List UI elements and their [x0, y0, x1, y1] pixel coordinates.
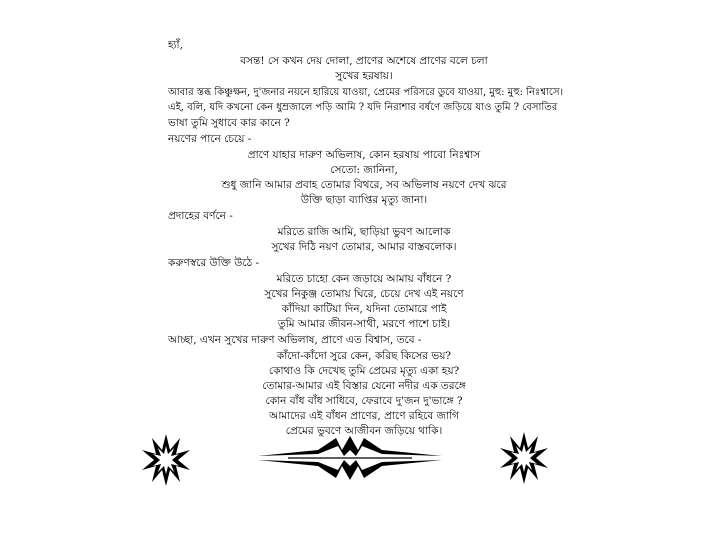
poem-line-12: প্রদাহের বর্ণনে - — [168, 210, 233, 222]
poem-line-16: মরিতে চাহো কেন জড়ায়ে আমায় বাঁধনে ? — [276, 273, 452, 285]
poem-line-19: তুমি আমার জীবন-সাথী, মরণে পাশে চাই। — [277, 318, 451, 330]
poem-line-26: প্রেমের ভুবণে আজীবন জড়িয়ে থাকি। — [285, 425, 443, 437]
poem-line-4: আবার স্তব্ধ কিঞ্চুক্ষন, দু'জনার নয়নে হারিয়ে যাওয়া, প্রেমের পরিসরে ডুবে যাওয়া, মুহু: মুহু: নিঃশ্বাসে। — [168, 87, 564, 98]
poem-line-15: করুণস্বরে উক্তি উঠে - — [168, 257, 260, 269]
poem-line-20: আচ্ছা, এখন সুখের দারুণ অভিলাষ, প্রাণে এত বিশ্বাস, তবে - — [168, 334, 422, 346]
poem-line-18: কাঁদিয়া কাটিয়া দিন, যদিনা তোমারে পাই — [281, 303, 447, 315]
poem-line-24: কোন বাঁধ বাঁধ সাধিবে, ফেরাবে দু'জন দু'ভাঙ্গে ? — [265, 395, 463, 407]
poem-line-8: প্রাণে যাহার দারুণ অভিলাষ, কোন হরষায় পাবো নিঃশ্বাস — [247, 149, 481, 161]
poem-line-14: সুখের দিঠি নয়ণ তোমার, আমার বাস্তবলোক। — [271, 241, 457, 253]
poem-line-3: সুখের হরষায়। — [335, 70, 393, 82]
poem-line-25: আমাদের এই বাঁধন প্রাণের, প্রাণে রহিবে জাগি — [269, 410, 459, 422]
poem-line-7: নয়ণের পানে চেয়ে - — [168, 133, 252, 145]
poem-line-9: সেতো: জানিনা, — [330, 164, 398, 176]
starburst-icon — [498, 430, 550, 486]
poem-line-2: বসন্ত! সে কখন দেয় দোলা, প্রাণের অশেষে প্রাণের বলে চলা — [240, 55, 488, 67]
poem-line-21: কাঁদো-কাঁদো সুরে কেন, করিছ কিসের ভয়? — [276, 350, 452, 362]
poem-line-1: হ্যাঁ, — [168, 39, 183, 51]
poem-line-23: তোমার-আমার এই বিস্তার যেনো নদীর এক তরঙ্গে — [262, 380, 466, 392]
poem-line-13: মরিতে রাজি আমি, ছাড়িয়া ভুবণ আলোক — [277, 226, 451, 238]
poem-line-11: উক্তি ছাড়া ব্যাপ্তির মৃত্যু জানা। — [300, 194, 428, 206]
poem-line-22: কোথাও কি দেখেছ তুমি প্রেমের মৃত্যু একা হয়? — [268, 365, 460, 377]
poem-line-6: ভাষা তুমি সুধাবে কার কানে ? — [168, 117, 290, 129]
poem-line-10: শুধু জানি আমার প্রবাহ তোমার বিথরে, সব অভিলাষ নয়ণে দেখ ঝরে — [221, 179, 507, 191]
starburst-icon — [140, 432, 192, 488]
poem-line-17: সুখের নিকুঞ্জ তোমায় ঘিরে, চেয়ে দেখ এই নয়ণে — [264, 288, 464, 300]
zigzag-divider-icon — [258, 436, 442, 480]
poem-line-5: এই, বলি, যদি কখনো কেন ধুম্রজালে পড়ি আমি ? যদি নিরাশার বর্ষণে জড়িয়ে যাও তুমি ? বেসাতির — [168, 102, 558, 113]
